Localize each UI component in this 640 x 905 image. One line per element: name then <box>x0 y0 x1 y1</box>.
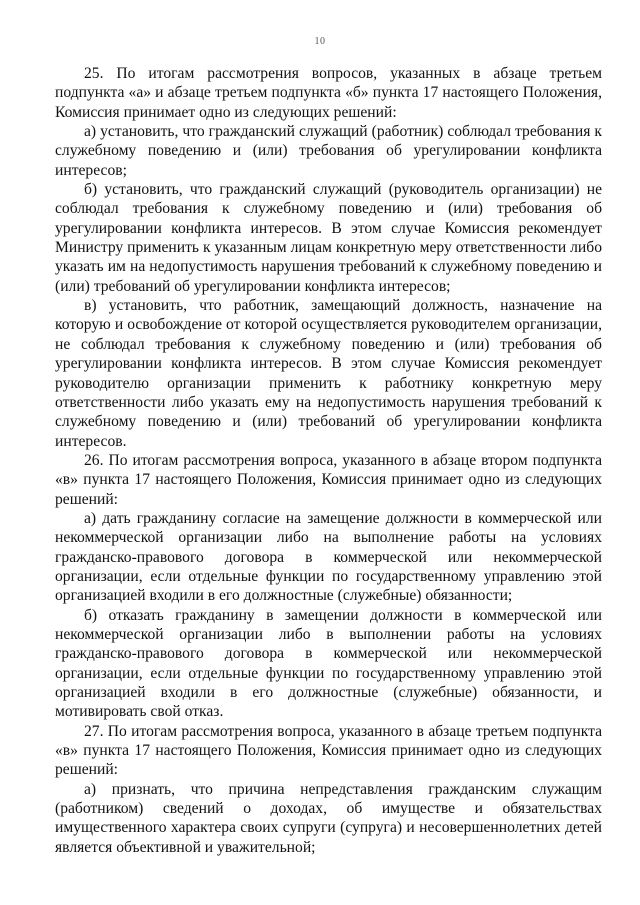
paragraph-25-b: б) установить, что гражданский служащий (руководитель организации) не соблюдал требования к служебному поведению и (или) требования об урегулировании конфликта интересов. В этом случае Комиссия рекомендует Министру применить к указанным лицам конкретную меру ответственности либо указать им на недопустимость нарушения требований к служебному поведению и (или) требований об урегулировании конфликта интересов; <box>55 181 602 295</box>
paragraph-27-a: а) признать, что причина непредставления гражданским служащим (работником) сведений о доходах, об имуществе и обязательствах имущественного характера своих супруги (супруга) и несовершеннолетних детей является объективной и уважительной; <box>55 780 602 856</box>
page-number: 10 <box>314 36 326 47</box>
paragraph-27: 27. По итогам рассмотрения вопроса, указанного в абзаце третьем подпункта «в» пункта 17 настоящего Положения, Комиссия принимает одно из следующих решений: <box>55 722 602 779</box>
paragraph-25-a: а) установить, что гражданский служащий (работник) соблюдал требования к служебному поведению и (или) требования об урегулировании конфликта интересов; <box>55 123 602 179</box>
paragraph-25-v: в) установить, что работник, замещающий должность, назначение на которую и освобождение от которой осуществляется руководителем организации, не соблюдал требования к служебному поведению и (или) требования об урегулировании конфликта интересов. В этом случае Комиссия рекомендует руководителю организации применить к работнику конкретную меру ответственности либо указать ему на недопустимость нарушения требований к служебному поведению и (или) требований об урегулировании конфликта интересов. <box>55 297 602 450</box>
paragraph-25: 25. По итогам рассмотрения вопросов, указанных в абзаце третьем подпункта «а» и абзаце третьем подпункта «б» пункта 17 настоящего Положения, Комиссия принимает одно из следующих решений: <box>55 65 602 121</box>
paragraph-26-b: б) отказать гражданину в замещении должности в коммерческой или некоммерческой организации либо в выполнении работы на условиях гражданско-правового договора в коммерческой или некоммерческой организации, если отдельные функции по государственному управлению этой организацией входили в его должностные (служебные) обязанности, и мотивировать свой отказ. <box>55 606 602 721</box>
document-body <box>55 64 602 857</box>
paragraph-26: 26. По итогам рассмотрения вопроса, указанного в абзаце втором подпункта «в» пункта 17 настоящего Положения, Комиссия принимает одно из следующих решений: <box>55 451 602 508</box>
paragraph-26-a: а) дать гражданину согласие на замещение должности в коммерческой или некоммерческой организации либо на выполнение работы на условиях гражданско-правового договора в коммерческой или некоммерческой организации, если отдельные функции по государственному управлению этой организацией входили в его должностные (служебные) обязанности; <box>55 509 602 605</box>
